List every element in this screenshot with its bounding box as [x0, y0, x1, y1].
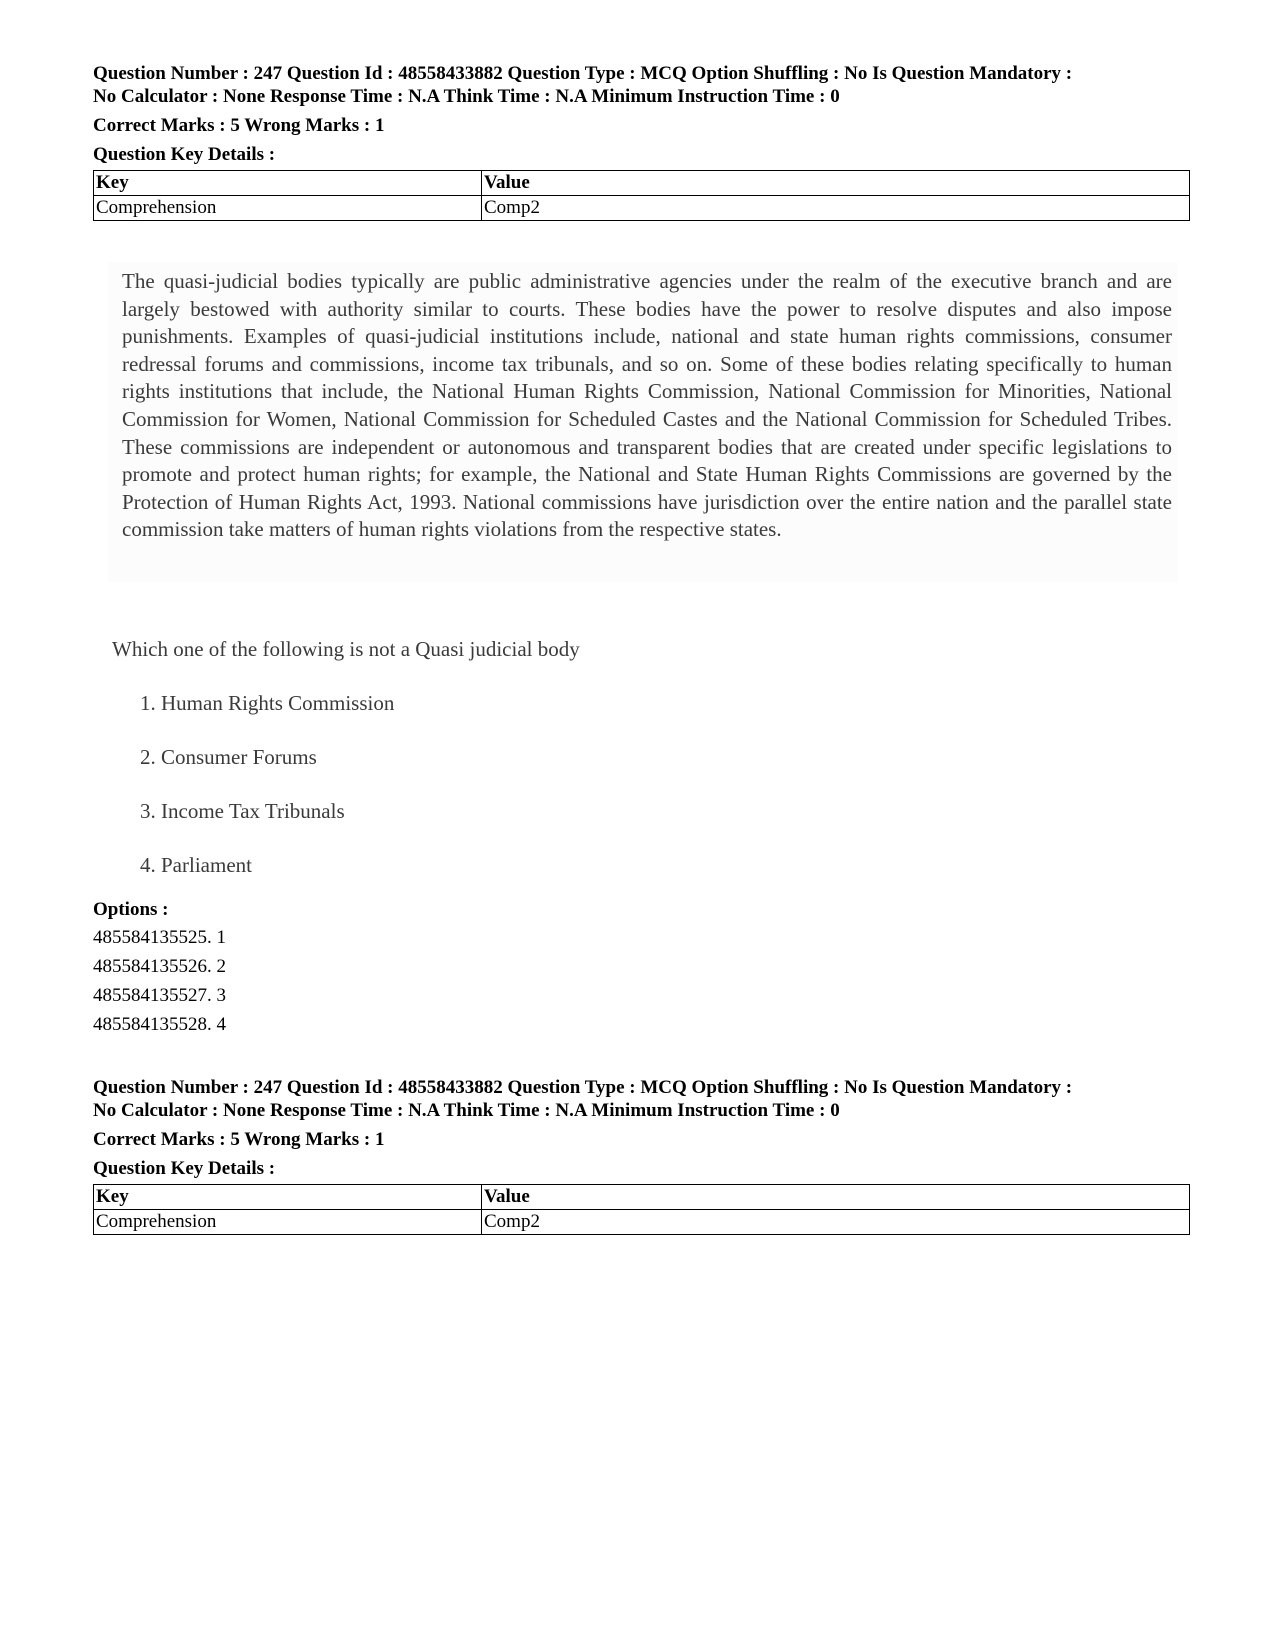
table-cell-value: Comp2: [482, 1210, 1190, 1235]
options-label: Options :: [93, 899, 169, 920]
option-item: 485584135525. 1: [93, 927, 226, 948]
key-details-label: Question Key Details :: [93, 144, 276, 165]
question-meta-line-1: Question Number : 247 Question Id : 48558433882 Question Type : MCQ Option Shuffling : No Is Question Mandatory :: [93, 63, 1073, 84]
answer-choice: 2. Consumer Forums: [140, 745, 317, 769]
table-header-value: Value: [482, 171, 1190, 196]
key-details-table: [93, 1184, 1190, 1235]
key-details-label: Question Key Details :: [93, 1158, 276, 1179]
option-item: 485584135526. 2: [93, 956, 226, 977]
question-meta-line-1: Question Number : 247 Question Id : 48558433882 Question Type : MCQ Option Shuffling : No Is Question Mandatory :: [93, 1077, 1073, 1098]
question-meta-line-2: No Calculator : None Response Time : N.A Think Time : N.A Minimum Instruction Time : 0: [93, 1100, 840, 1121]
marks-line: Correct Marks : 5 Wrong Marks : 1: [93, 115, 385, 136]
answer-choices: [140, 690, 394, 906]
answer-choice: 1. Human Rights Commission: [140, 691, 395, 715]
table-row: [94, 196, 1190, 221]
question-meta: [93, 1076, 1193, 1122]
answer-choice: 4. Parliament: [140, 853, 252, 877]
comprehension-passage: The quasi-judicial bodies typically are public administrative agencies under the realm of the executive branch and are largely bestowed with authority similar to courts. These bodies have the power to resolve disputes and also impose punishments. Examples of quasi-judicial institutions include, national and state human rights commissions, consumer redressal forums and commissions, income tax tribunals, and so on. Some of these bodies relating specifically to human rights institutions that include, the National Human Rights Commission, National Commission for Minorities, National Commission for Women, National Commission for Scheduled Castes and the National Commission for Scheduled Tribes. These commissions are independent or autonomous and transparent bodies that are created under specific legislations to promote and protect human rights; for example, the National and State Human Rights Commissions are governed by the Protection of Human Rights Act, 1993. National commissions have jurisdiction over the entire nation and the parallel state commission take matters of human rights violations from the respective states.: [122, 269, 1172, 542]
option-item: 485584135528. 4: [93, 1014, 226, 1035]
table-header-row: [94, 1185, 1190, 1210]
question-header-block: [93, 1076, 1193, 1235]
options-list: [93, 926, 226, 1042]
question-header-block: [93, 62, 1193, 221]
table-row: [94, 1210, 1190, 1235]
answer-choice: 3. Income Tax Tribunals: [140, 799, 345, 823]
table-cell-key: Comprehension: [94, 196, 482, 221]
table-cell-key: Comprehension: [94, 1210, 482, 1235]
question-meta-line-2: No Calculator : None Response Time : N.A Think Time : N.A Minimum Instruction Time : 0: [93, 86, 840, 107]
marks-line: Correct Marks : 5 Wrong Marks : 1: [93, 1129, 385, 1150]
option-item: 485584135527. 3: [93, 985, 226, 1006]
question-text: Which one of the following is not a Quasi judicial body: [112, 637, 580, 661]
table-cell-value: Comp2: [482, 196, 1190, 221]
key-details-table: [93, 170, 1190, 221]
table-header-value: Value: [482, 1185, 1190, 1210]
table-header-key: Key: [94, 171, 482, 196]
table-header-key: Key: [94, 1185, 482, 1210]
question-meta: [93, 62, 1193, 108]
table-header-row: [94, 171, 1190, 196]
